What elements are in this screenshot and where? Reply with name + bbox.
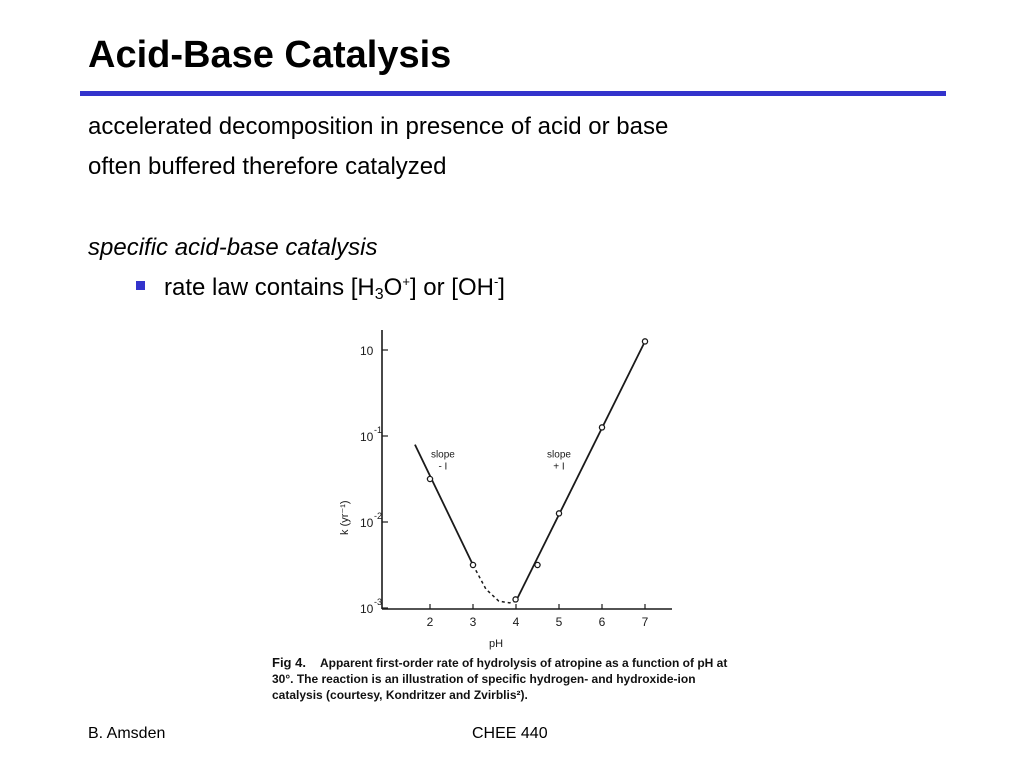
x-tick-label: 7 [641, 615, 649, 629]
subheading: specific acid-base catalysis [88, 234, 378, 261]
x-tick-label: 2 [426, 615, 434, 629]
data-point [470, 562, 475, 567]
data-point [599, 425, 604, 430]
data-point [556, 511, 561, 516]
bullet-text-end: ] [498, 274, 505, 301]
body-line-2: often buffered therefore catalyzed [88, 153, 447, 180]
slope-annotation-label: slope [547, 449, 571, 461]
title-rule [80, 91, 946, 96]
o-superscript: + [402, 274, 410, 289]
footer-course: CHEE 440 [472, 725, 548, 742]
x-tick-label: 3 [469, 615, 477, 629]
oh-superscript: - [493, 274, 499, 289]
x-tick-label: 6 [598, 615, 606, 629]
ph-rate-chart [330, 325, 690, 650]
y-tick-label: 10 [360, 516, 374, 530]
y-tick-exponent: -1 [374, 425, 383, 435]
y-tick-exponent: -2 [374, 511, 383, 521]
square-bullet-icon [136, 281, 145, 290]
slide-title: Acid-Base Catalysis [88, 34, 452, 76]
caption-fig-label: Fig 4. [272, 655, 306, 670]
slope-annotation-label: slope [430, 449, 455, 461]
x-tick-label: 4 [512, 615, 520, 629]
data-point [427, 476, 432, 481]
series-line-solid [516, 341, 645, 601]
x-axis-label: pH [488, 638, 504, 650]
bullet-text-o: O [383, 274, 403, 301]
bullet-text-part: rate law contains [H [164, 274, 375, 301]
figure-caption [272, 655, 742, 703]
footer-author: B. Amsden [88, 725, 166, 742]
bullet-text [164, 274, 505, 304]
data-point [513, 597, 518, 602]
series-line-dashed [473, 565, 516, 603]
x-tick-label: 5 [555, 615, 563, 629]
slope-annotation-value: + I [553, 461, 565, 473]
data-point [535, 562, 540, 567]
bullet-text-middle: ] or [OH [409, 274, 494, 301]
y-tick-label: 10 [360, 430, 374, 444]
y-tick-label: 10 [360, 602, 374, 616]
caption-text: Apparent first-order rate of hydrolysis of atropine as a function of pH at 30°. The reaction is an illustration of specific hydrogen- and hydroxide-ion catalysis (courtesy, Kondritzer and Zvirblis²). [272, 656, 728, 702]
y-tick-label: 10 [360, 344, 374, 358]
y-tick-exponent: -3 [374, 597, 383, 607]
h-subscript: 3 [374, 286, 384, 303]
slope-annotation-value: - I [438, 461, 448, 473]
data-point [642, 339, 647, 344]
y-axis-label: k (yr⁻¹) [339, 500, 351, 535]
body-line-1: accelerated decomposition in presence of acid or base [88, 113, 669, 140]
